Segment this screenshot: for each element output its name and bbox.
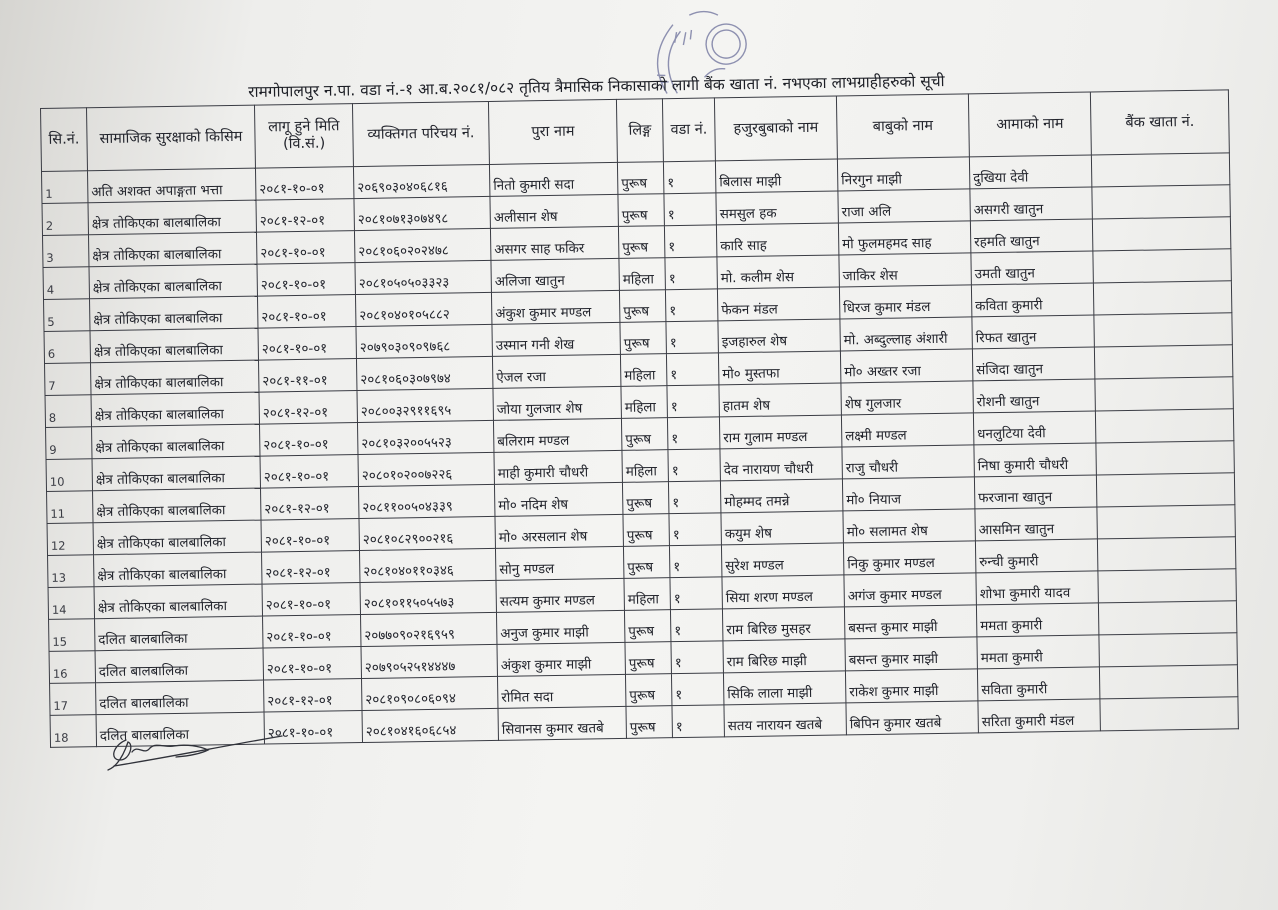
table-cell: राजु चौधरी xyxy=(842,445,974,479)
table-cell: आसमिन खातुन xyxy=(975,507,1097,541)
table-cell: २०८१-१०-०१ xyxy=(258,327,356,361)
table-cell: संजिदा खातुन xyxy=(972,347,1094,381)
table-cell: रहमति खातुन xyxy=(970,219,1092,253)
table-cell: उमती खातुन xyxy=(971,251,1093,285)
table-cell: क्षेत्र तोकिएका बालबालिका xyxy=(92,456,260,491)
table-cell: 7 xyxy=(45,363,91,396)
table-cell: क्षेत्र तोकिएका बालबालिका xyxy=(88,232,256,267)
table-cell: 16 xyxy=(49,651,95,684)
table-cell: २०८११००५०४३३९ xyxy=(358,484,494,518)
table-cell: 10 xyxy=(46,459,92,492)
table-cell xyxy=(1093,281,1231,315)
table-cell: १ xyxy=(664,193,716,226)
table-cell: राम बिरिछ माझी xyxy=(723,639,845,673)
table-cell: २०८१०४१६०६८५४ xyxy=(362,708,498,742)
table-cell: बिलास माझी xyxy=(715,159,837,193)
table-cell: पुरूष xyxy=(625,642,671,675)
beneficiary-table-wrapper xyxy=(40,89,1239,748)
table-cell xyxy=(1093,249,1231,283)
table-cell: फेकन मंडल xyxy=(717,287,839,321)
table-cell: २०८१-१२-०१ xyxy=(256,199,354,233)
table-cell: मो० मुस्तफा xyxy=(718,351,840,385)
table-cell: सिकि लाला माझी xyxy=(723,671,845,705)
table-cell: मो० अख्तर रजा xyxy=(840,349,972,383)
table-cell xyxy=(1099,633,1237,667)
table-cell: 3 xyxy=(43,235,89,268)
table-cell: राजा अलि xyxy=(838,189,970,223)
document-title: रामगोपालपुर न.पा. वडा नं.-१ आ.ब.२०८१/०८२ तृतिय त्रैमासिक निकासाको लागी बैंक खाता नं. नभएका लाभग्राहीहरुको सूची xyxy=(248,72,945,101)
table-cell: राम बिरिछ मुसहर xyxy=(722,607,844,641)
table-cell: राम गुलाम मण्डल xyxy=(719,415,841,449)
table-cell xyxy=(1097,537,1235,571)
table-cell: माही कुमारी चौधरी xyxy=(494,450,622,484)
table-cell: २०८१-१०-०१ xyxy=(261,519,359,553)
table-cell: उस्मान गनी शेख xyxy=(492,322,620,356)
column-header: पुरा नाम xyxy=(488,99,617,164)
table-cell: अनुज कुमार माझी xyxy=(496,610,624,644)
table-cell: २०८१-१०-०१ xyxy=(255,167,353,201)
table-cell: २०८१-१२-०१ xyxy=(260,487,358,521)
table-cell: महिला xyxy=(619,258,665,291)
column-header: आमाको नाम xyxy=(968,92,1091,157)
table-cell: शोभा कुमारी यादव xyxy=(976,571,1098,605)
table-cell: 12 xyxy=(47,523,93,556)
table-cell: ममता कुमारी xyxy=(977,635,1099,669)
table-cell: सरिता कुमारी मंडल xyxy=(978,699,1100,733)
table-cell: २०८१-१२-०१ xyxy=(259,391,357,425)
table-cell: रुन्ची कुमारी xyxy=(975,539,1097,573)
table-cell: २०८१०९०८०६०९४ xyxy=(362,676,498,710)
table-cell: नितो कुमारी सदा xyxy=(489,162,617,196)
table-cell: क्षेत्र तोकिएका बालबालिका xyxy=(90,328,258,363)
table-cell: २०८१-१२-०१ xyxy=(264,679,362,713)
table-cell: सुरेश मण्डल xyxy=(721,543,843,577)
table-cell: सत्यम कुमार मण्डल xyxy=(496,578,624,612)
table-cell: १ xyxy=(667,385,719,418)
table-cell: २०८१-१०-०१ xyxy=(264,711,362,745)
table-cell: २०८१-१०-०१ xyxy=(257,263,355,297)
table-cell: पुरूष xyxy=(623,514,669,547)
table-cell: दलित बालबालिका xyxy=(96,712,264,747)
table-cell: पुरूष xyxy=(622,482,668,515)
beneficiary-table xyxy=(40,89,1239,748)
table-cell: इजहारुल शेष xyxy=(718,319,840,353)
table-cell: २०६९०३०४०६८१६ xyxy=(353,164,489,198)
column-header: सि.नं. xyxy=(41,108,88,172)
table-cell xyxy=(1099,665,1237,699)
table-cell xyxy=(1098,569,1236,603)
table-cell xyxy=(1092,217,1230,251)
table-cell: २०८१-१०-०१ xyxy=(260,455,358,489)
table-cell: २०८१०३२००५५२३ xyxy=(357,420,493,454)
table-cell: २०८००३२९११६९५ xyxy=(357,388,493,422)
table-cell: २०७९०३०९०९७६८ xyxy=(356,324,492,358)
table-cell: २०८१०६०३०७९७४ xyxy=(356,356,492,390)
table-cell: अंकुश कुमार माझी xyxy=(497,642,625,676)
table-cell: १ xyxy=(671,641,723,674)
table-cell: २०७७०९०२१६९५९ xyxy=(360,612,496,646)
table-cell: २०८१-१०-०१ xyxy=(263,647,361,681)
table-cell: अंकुश कुमार मण्डल xyxy=(491,290,619,324)
table-cell: २०८१०७१३०७४९८ xyxy=(354,196,490,230)
table-cell: क्षेत्र तोकिएका बालबालिका xyxy=(92,424,260,459)
column-header: सामाजिक सुरक्षाको किसिम xyxy=(87,105,256,171)
table-cell: मो० अरसलान शेष xyxy=(495,514,623,548)
table-cell: असगरी खातुन xyxy=(970,187,1092,221)
table-cell: निरगुन माझी xyxy=(837,157,969,191)
signature xyxy=(104,730,284,776)
table-cell: कारि साह xyxy=(716,223,838,257)
table-cell: पुरूष xyxy=(618,194,664,227)
table-cell: महिला xyxy=(621,386,667,419)
table-cell xyxy=(1095,409,1233,443)
table-cell: बिपिन कुमार खतबे xyxy=(846,701,978,735)
table-cell: समसुल हक xyxy=(716,191,838,225)
table-cell: मोहम्मद तमन्ने xyxy=(720,479,842,513)
table-cell: रोमित सदा xyxy=(497,674,625,708)
table-cell: २०८१-१०-०१ xyxy=(263,615,361,649)
table-cell: सिवानस कुमार खतबे xyxy=(498,706,626,740)
column-header: बैंक खाता नं. xyxy=(1090,90,1229,155)
table-cell: देव नारायण चौधरी xyxy=(720,447,842,481)
table-cell: दलित बालबालिका xyxy=(96,680,264,715)
table-cell: २०८१०११५०५५७३ xyxy=(360,580,496,614)
table-cell: धनलुटिया देवी xyxy=(973,411,1095,445)
table-cell xyxy=(1100,697,1238,731)
table-cell: पुरूष xyxy=(620,322,666,355)
table-cell: १ xyxy=(668,449,720,482)
table-cell: मो० नदिम शेष xyxy=(494,482,622,516)
table-cell: मो फुलमहमद साह xyxy=(838,221,970,255)
table-cell: 2 xyxy=(42,203,88,236)
table-cell: २०८१०४०११०३४६ xyxy=(359,548,495,582)
table-cell: 14 xyxy=(48,587,94,620)
column-header: लिङ्ग xyxy=(616,99,663,163)
table-cell: 18 xyxy=(50,715,96,748)
column-header: व्यक्तिगत परिचय नं. xyxy=(352,101,489,166)
table-cell: पुरूष xyxy=(623,546,669,579)
table-cell: क्षेत्र तोकिएका बालबालिका xyxy=(89,264,257,299)
table-cell: मो० सलामत शेष xyxy=(843,509,975,543)
table-cell: महिला xyxy=(622,450,668,483)
table-cell: मो. अब्दुल्लाह अंशारी xyxy=(840,317,972,351)
table-cell: १ xyxy=(670,609,722,642)
table-cell: सविता कुमारी xyxy=(977,667,1099,701)
table-cell: बसन्त कुमार माझी xyxy=(845,637,977,671)
table-cell: 9 xyxy=(46,427,92,460)
table-cell: १ xyxy=(665,289,717,322)
table-cell: 4 xyxy=(43,267,89,300)
table-cell: दलित बालबालिका xyxy=(95,616,263,651)
table-cell: असगर साह फकिर xyxy=(490,226,618,260)
table-cell: २०८१०६०२०२४७८ xyxy=(354,228,490,262)
table-cell: मो० नियाज xyxy=(842,477,974,511)
table-cell: पुरूष xyxy=(626,706,672,739)
table-cell: बसन्त कुमार माझी xyxy=(844,605,976,639)
table-cell: २०८१-११-०१ xyxy=(258,359,356,393)
table-cell xyxy=(1098,601,1236,635)
table-cell: अलिजा खातुन xyxy=(491,258,619,292)
column-header: वडा नं. xyxy=(662,98,715,162)
table-cell: दुखिया देवी xyxy=(969,155,1091,189)
table-cell: रोशनी खातुन xyxy=(973,379,1095,413)
table-cell: १ xyxy=(670,577,722,610)
table-cell: सतय नारायन खतबे xyxy=(724,703,846,737)
table-cell: अगंज कुमार मण्डल xyxy=(844,573,976,607)
table-cell: जोया गुलजार शेष xyxy=(493,386,621,420)
table-cell: 17 xyxy=(50,683,96,716)
table-body xyxy=(41,153,1238,748)
table-cell: ऐजल रजा xyxy=(492,354,620,388)
table-cell: कयुम शेष xyxy=(721,511,843,545)
table-cell: १ xyxy=(671,673,723,706)
table-cell: १ xyxy=(666,353,718,386)
table-cell: सिया शरण मण्डल xyxy=(722,575,844,609)
table-cell: बलिराम मण्डल xyxy=(493,418,621,452)
table-cell: जाकिर शेस xyxy=(839,253,971,287)
table-cell: अति अशक्त अपाङ्गता भत्ता xyxy=(87,168,255,203)
table-cell: २०८१-१२-०१ xyxy=(262,551,360,585)
table-cell: २०८०१०२००७२२६ xyxy=(358,452,494,486)
table-cell: क्षेत्र तोकिएका बालबालिका xyxy=(90,296,258,331)
table-cell: लक्ष्मी मण्डल xyxy=(841,413,973,447)
table-cell: १ xyxy=(668,481,720,514)
table-cell: रिफत खातुन xyxy=(972,315,1094,349)
table-cell: क्षेत्र तोकिएका बालबालिका xyxy=(93,488,261,523)
table-cell: १ xyxy=(665,257,717,290)
column-header: हजुरबुबाको नाम xyxy=(714,96,837,161)
table-cell: 15 xyxy=(49,619,95,652)
table-cell: सोनु मण्डल xyxy=(495,546,623,580)
table-cell xyxy=(1091,153,1229,187)
table-cell: २०८१०८२९००२१६ xyxy=(359,516,495,550)
table-cell: क्षेत्र तोकिएका बालबालिका xyxy=(91,392,259,427)
table-cell: शेष गुलजार xyxy=(841,381,973,415)
table-cell: १ xyxy=(669,545,721,578)
table-cell: १ xyxy=(669,513,721,546)
table-cell: फरजाना खातुन xyxy=(974,475,1096,509)
column-header: लागू हुने मिति (वि.सं.) xyxy=(254,104,353,169)
table-cell: क्षेत्र तोकिएका बालबालिका xyxy=(93,520,261,555)
table-cell: २०८१-१०-०१ xyxy=(256,231,354,265)
table-cell: पुरूष xyxy=(624,610,670,643)
table-cell: १ xyxy=(666,321,718,354)
table-cell: २०७९०५२५१४४४७ xyxy=(361,644,497,678)
table-cell: २०८१-१०-०१ xyxy=(259,423,357,457)
table-cell xyxy=(1096,441,1234,475)
table-cell xyxy=(1097,505,1235,539)
table-cell: पुरूष xyxy=(621,418,667,451)
table-cell: अलीसान शेष xyxy=(490,194,618,228)
table-cell: 13 xyxy=(48,555,94,588)
table-cell xyxy=(1096,473,1234,507)
table-cell: महिला xyxy=(620,354,666,387)
table-cell: १ xyxy=(664,225,716,258)
table-cell: धिरज कुमार मंडल xyxy=(839,285,971,319)
table-cell: मो. कलीम शेस xyxy=(717,255,839,289)
table-cell: ममता कुमारी xyxy=(976,603,1098,637)
table-cell: कविता कुमारी xyxy=(971,283,1093,317)
table-cell: 11 xyxy=(47,491,93,524)
table-cell: निषा कुमारी चौधरी xyxy=(974,443,1096,477)
table-cell: हातम शेष xyxy=(719,383,841,417)
table-cell xyxy=(1094,345,1232,379)
table-cell: दलित बालबालिका xyxy=(95,648,263,683)
table-cell: क्षेत्र तोकिएका बालबालिका xyxy=(91,360,259,395)
table-cell: महिला xyxy=(624,578,670,611)
table-cell: २०८१०४०१०५८८२ xyxy=(355,292,491,326)
table-cell: २०८१-१०-०१ xyxy=(262,583,360,617)
table-cell: 5 xyxy=(44,299,90,332)
table-cell: पुरूष xyxy=(619,290,665,323)
table-cell xyxy=(1094,313,1232,347)
table-cell: १ xyxy=(663,161,715,194)
table-cell: २०८१-१०-०१ xyxy=(257,295,355,329)
table-cell xyxy=(1092,185,1230,219)
table-cell: क्षेत्र तोकिएका बालबालिका xyxy=(94,552,262,587)
table-cell: क्षेत्र तोकिएका बालबालिका xyxy=(88,200,256,235)
column-header: बाबुको नाम xyxy=(836,94,969,159)
table-cell: निकु कुमार मण्डल xyxy=(843,541,975,575)
table-cell: पुरूष xyxy=(618,226,664,259)
table-cell: १ xyxy=(672,705,724,738)
table-cell: क्षेत्र तोकिएका बालबालिका xyxy=(94,584,262,619)
table-cell: 1 xyxy=(41,171,87,204)
table-cell xyxy=(1095,377,1233,411)
table-cell: 8 xyxy=(45,395,91,428)
table-cell: पुरूष xyxy=(625,674,671,707)
table-cell: 6 xyxy=(44,331,90,364)
table-cell: पुरूष xyxy=(617,162,663,195)
table-cell: १ xyxy=(667,417,719,450)
table-cell: २०८१०५०५०३३२३ xyxy=(355,260,491,294)
table-cell: राकेश कुमार माझी xyxy=(845,669,977,703)
